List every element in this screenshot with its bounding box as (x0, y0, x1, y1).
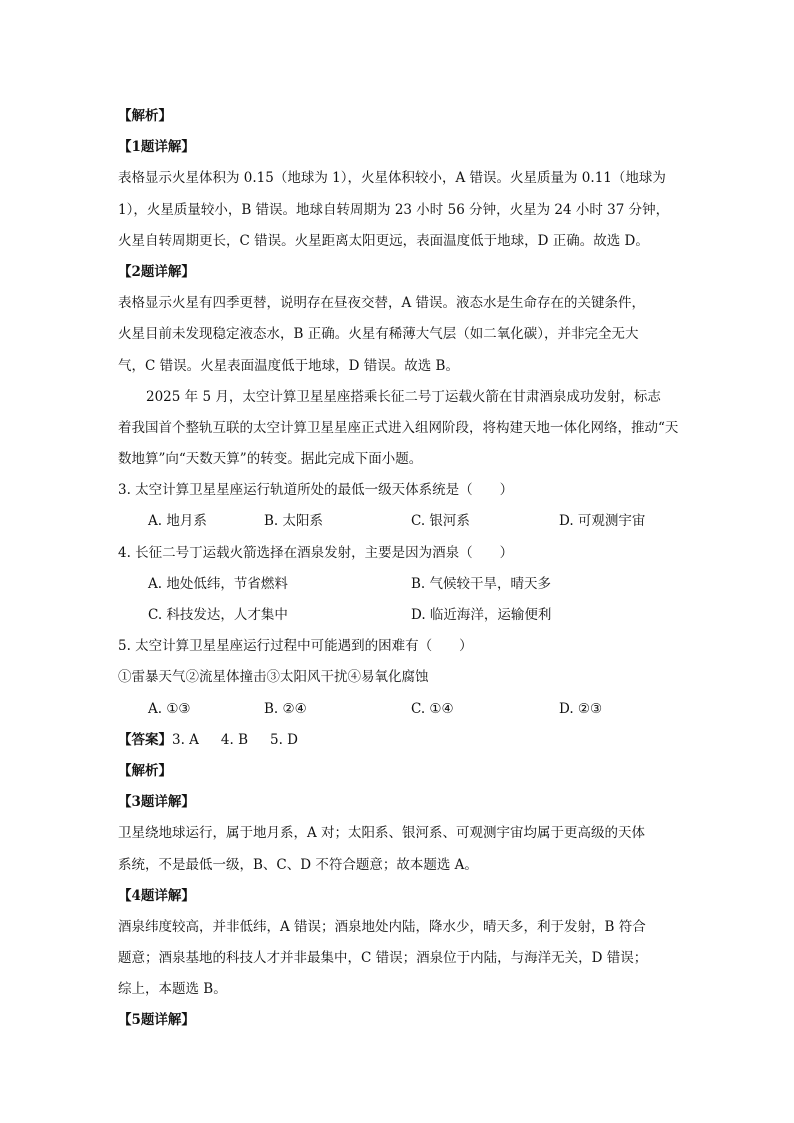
question-options (118, 506, 678, 537)
option-d: D. 可观测宇宙 (559, 513, 646, 530)
answer-5: 5. D (270, 731, 299, 748)
text-line: 题意；酒泉基地的科技人才并非最集中，C 错误；酒泉位于内陆，与海洋无关，D 错误； (118, 950, 648, 967)
text-line: 着我国首个整轨互联的太空计算卫星星座正式进入组网阶段，将构建天地一体化网络，推动“天 (118, 419, 679, 436)
option-c: C. ①④ (411, 700, 454, 717)
section-heading: 【2题详解】 (118, 263, 195, 280)
text-line: 酒泉纬度较高，并非低纬，A 错误；酒泉地处内陆，降水少，晴天多，利于发射，B 符合 (118, 918, 646, 935)
option-c: C. 银河系 (411, 513, 470, 530)
section-heading: 【3题详解】 (118, 794, 195, 811)
section-heading: 【1题详解】 (118, 139, 195, 156)
text-line: 综上，本题选 B。 (118, 981, 227, 998)
question-options (118, 600, 678, 631)
option-a: A. ①③ (148, 700, 191, 717)
text-line: 1），火星质量较小，B 错误。地球自转周期为 23 小时 56 分钟，火星为 24 小时 37 分钟， (118, 201, 670, 218)
option-b: B. 太阳系 (264, 513, 324, 530)
question-stem: 3. 太空计算卫星星座运行轨道所处的最低一级天体系统是（ ） (118, 482, 514, 499)
answer-label: 【答案】 (118, 731, 172, 748)
option-a: A. 地月系 (148, 513, 207, 530)
text-line: 数地算”向“天数天算”的转变。据此完成下面小题。 (118, 451, 423, 468)
text-line: 系统，不是最低一级，B、C、D 不符合题意；故本题选 A。 (118, 856, 478, 873)
option-a: A. 地处低纬，节省燃料 (148, 575, 288, 592)
section-heading: 【解析】 (118, 108, 172, 124)
text-line: 表格显示火星体积为 0.15（地球为 1），火星体积较小，A 错误。火星质量为 0.11（地球为 (118, 170, 666, 187)
section-heading: 【4题详解】 (118, 887, 195, 904)
option-c: C. 科技发达，人才集中 (148, 607, 288, 623)
option-b: B. ②④ (264, 700, 307, 717)
question-items: ①雷暴天气②流星体撞击③太阳风干扰④易氧化腐蚀 (118, 669, 429, 686)
document-content (118, 101, 678, 1037)
option-d: D. 临近海洋，运输便利 (411, 607, 552, 623)
section-heading: 【解析】 (118, 762, 172, 779)
question-options (118, 569, 678, 600)
option-d: D. ②③ (559, 700, 603, 717)
option-b: B. 气候较干旱，晴天多 (411, 575, 552, 592)
text-line: 火星目前未发现稳定液态水，B 正确。火星有稀薄大气层（如二氧化碳），并非完全无大 (118, 326, 639, 343)
text-line: 卫星绕地球运行，属于地月系，A 对；太阳系、银河系、可观测宇宙均属于更高级的天体 (118, 825, 646, 842)
answer-4: 4. B (220, 731, 249, 748)
text-line: 表格显示火星有四季更替，说明存在昼夜交替，A 错误。液态水是生命存在的关键条件， (118, 295, 646, 312)
text-line: 2025 年 5 月，太空计算卫星星座搭乘长征二号丁运载火箭在甘肃酒泉成功发射，标志 (146, 388, 661, 405)
question-stem: 5. 太空计算卫星星座运行过程中可能遇到的困难有（ ） (118, 638, 473, 655)
section-heading: 【5题详解】 (118, 1012, 195, 1029)
question-stem: 4. 长征二号丁运载火箭选择在酒泉发射，主要是因为酒泉（ ） (118, 544, 514, 561)
text-line: 火星自转周期更长，C 错误。火星距离太阳更远，表面温度低于地球，D 正确。故选 D。 (118, 232, 649, 249)
answer-3: 3. A (172, 731, 199, 748)
question-options (118, 694, 678, 725)
answer-line (118, 725, 678, 756)
text-line: 气，C 错误。火星表面温度低于地球，D 错误。故选 B。 (118, 357, 459, 374)
